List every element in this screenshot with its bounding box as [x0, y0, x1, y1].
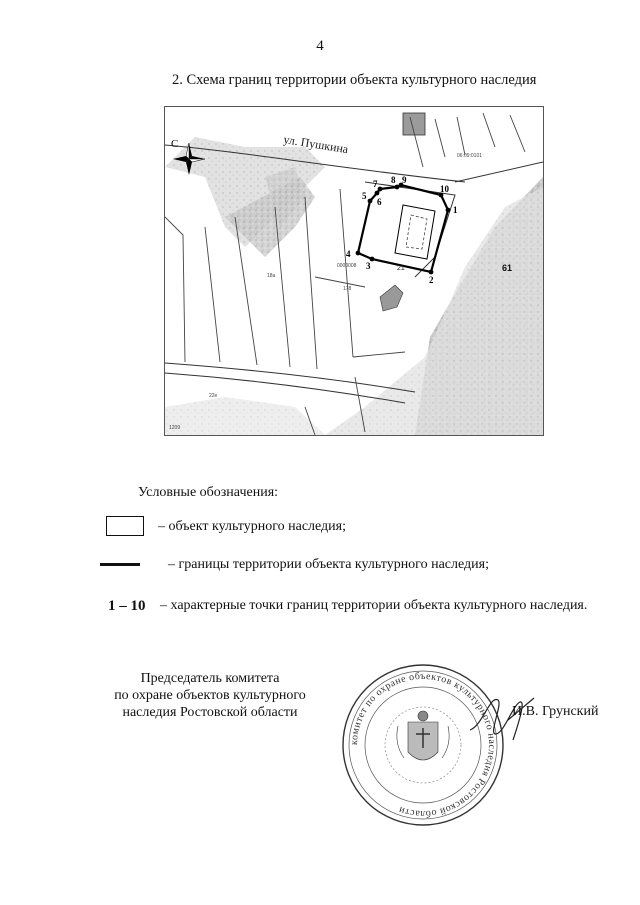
heritage-object — [395, 205, 435, 259]
svg-text:22е: 22е — [209, 393, 218, 399]
coat-of-arms-icon — [397, 711, 449, 760]
boundary-map — [164, 106, 544, 436]
street-label: ул. Пушкина — [282, 132, 350, 157]
point-label-2: 2 — [429, 275, 434, 285]
scheme-title: 2. Схема границ территории объекта культурного наследия — [172, 72, 537, 88]
legend-title: Условные обозначения: — [138, 485, 279, 500]
page-number: 4 — [316, 38, 324, 54]
point-label-7: 7 — [373, 179, 378, 189]
parcel-number-main: 21 — [397, 265, 405, 272]
point-label-6: 6 — [377, 197, 382, 207]
point-label-5: 5 — [362, 191, 367, 201]
svg-text:1209: 1209 — [169, 425, 181, 431]
signer-title — [60, 670, 360, 721]
signer-title-line: по охране объектов культурного — [114, 688, 306, 703]
seal-text: комитет по охране объектов культурного наследия Ростовской области — [348, 670, 498, 820]
legend-object-text: – объект культурного наследия; — [158, 519, 346, 534]
parcel-number-side: 61 — [502, 263, 513, 273]
signature — [468, 690, 538, 750]
point-label-10: 10 — [440, 184, 449, 194]
point-label-3: 3 — [366, 261, 371, 271]
legend-line-symbol — [100, 563, 140, 566]
legend-points-symbol: 1 – 10 — [108, 598, 146, 614]
point-label-9: 9 — [402, 175, 407, 185]
legend-rectangle-symbol — [106, 516, 144, 536]
map-drawing — [165, 107, 543, 435]
svg-text:0000008: 0000008 — [337, 263, 357, 269]
signer-title-line: Председатель комитета — [140, 671, 280, 686]
heritage-object-inner — [406, 215, 427, 249]
legend-boundary-text: – границы территории объекта культурного наследия; — [168, 557, 489, 572]
compass-label: С — [171, 138, 179, 150]
point-label-8: 8 — [391, 175, 396, 185]
building-south — [380, 285, 403, 311]
point-label-4: 4 — [346, 249, 351, 259]
signer-title-line: наследия Ростовской области — [122, 705, 298, 720]
signer-name: И.В. Грунский — [512, 704, 599, 719]
point-label-1: 1 — [453, 205, 458, 215]
legend-points-text: – характерные точки границ территории объекта культурного наследия. — [160, 598, 588, 613]
svg-text:178: 178 — [343, 286, 352, 292]
terrain-shade — [325, 187, 543, 435]
terrain-shade — [165, 397, 325, 435]
svg-text:18a: 18a — [267, 273, 276, 279]
svg-text:06:09:0101: 06:09:0101 — [457, 153, 483, 159]
